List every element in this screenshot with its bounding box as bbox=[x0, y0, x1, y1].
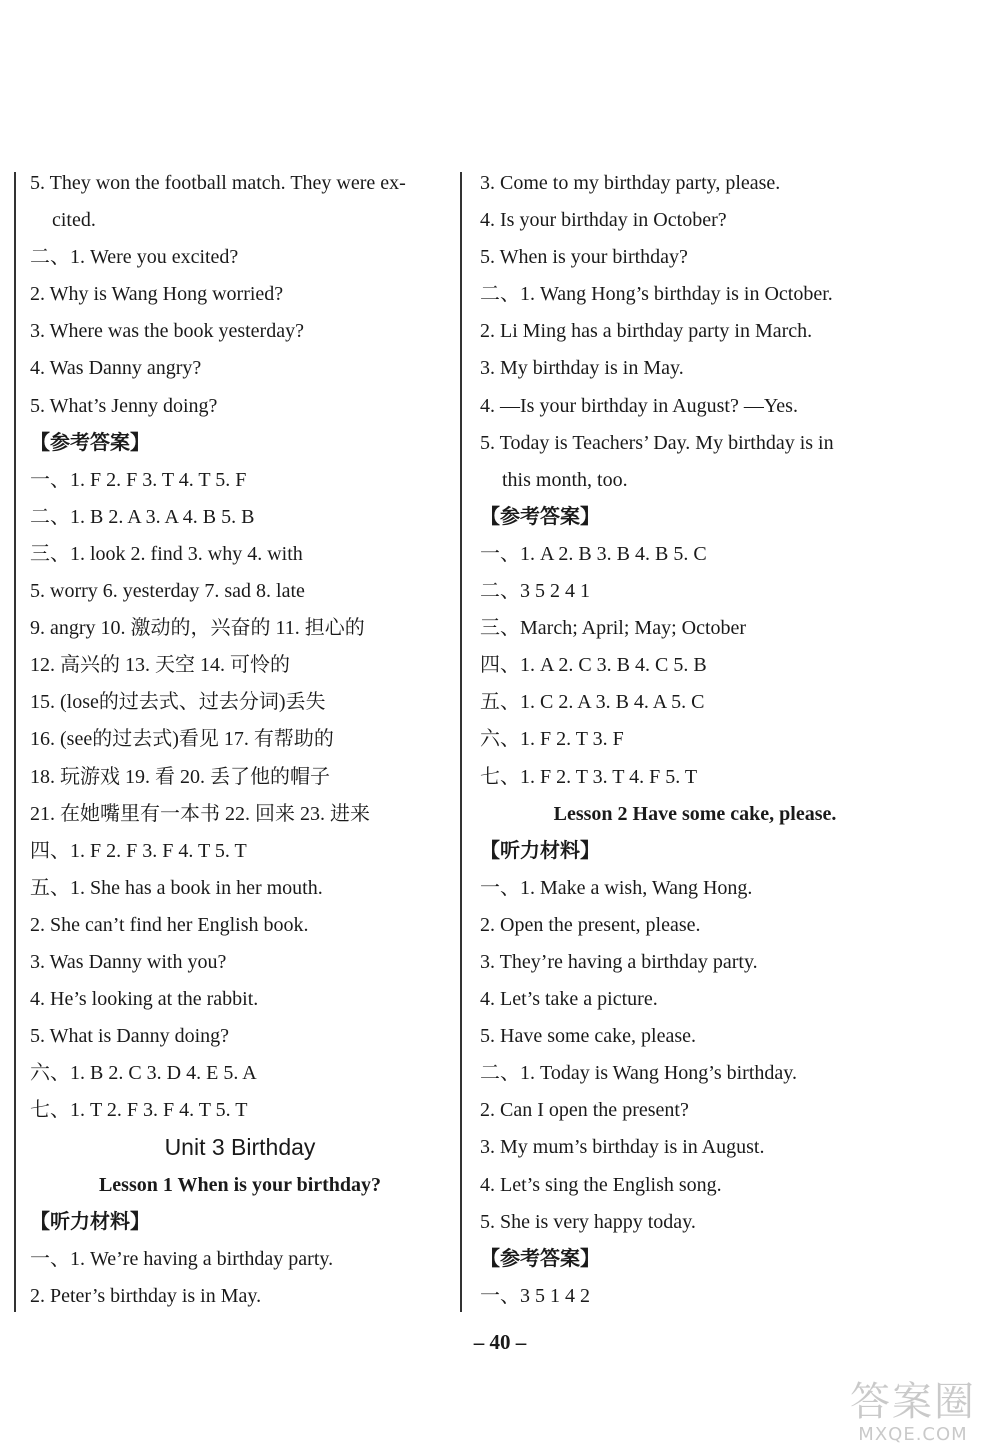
text-line: 六、1. B 2. C 3. D 4. E 5. A bbox=[30, 1062, 257, 1085]
text-line: 三、March; April; May; October bbox=[480, 617, 747, 640]
section-heading: 【参考答案】 bbox=[480, 505, 600, 528]
text-line: 一、3 5 1 4 2 bbox=[480, 1284, 590, 1307]
text-line: 二、1. Wang Hong’s birthday is in October. bbox=[480, 283, 833, 306]
section-heading: 【听力材料】 bbox=[30, 1210, 150, 1233]
unit-title: Unit 3 Birthday bbox=[164, 1134, 316, 1161]
text-line: 2. Why is Wang Hong worried? bbox=[30, 283, 284, 306]
text-line: this month, too. bbox=[502, 468, 628, 491]
text-line: 四、1. A 2. C 3. B 4. C 5. B bbox=[480, 654, 707, 677]
text-line: 二、1. B 2. A 3. A 4. B 5. B bbox=[30, 505, 255, 528]
text-line: 5. What is Danny doing? bbox=[30, 1025, 230, 1048]
text-line: 4. Let’s sing the English song. bbox=[480, 1173, 722, 1196]
text-line: cited. bbox=[52, 209, 96, 232]
text-line: 七、1. T 2. F 3. F 4. T 5. T bbox=[30, 1099, 248, 1122]
text-line: 五、1. She has a book in her mouth. bbox=[30, 876, 323, 899]
lesson-title: Lesson 2 Have some cake, please. bbox=[553, 802, 837, 825]
text-line: 2. Open the present, please. bbox=[480, 913, 701, 936]
left-column bbox=[30, 165, 450, 1315]
text-line: 五、1. C 2. A 3. B 4. A 5. C bbox=[480, 691, 705, 714]
lesson-title: Lesson 1 When is your birthday? bbox=[98, 1173, 382, 1196]
text-line: 5. When is your birthday? bbox=[480, 246, 688, 269]
text-line: 2. Li Ming has a birthday party in March. bbox=[480, 320, 813, 343]
text-line: 3. My mum’s birthday is in August. bbox=[480, 1136, 765, 1159]
text-line: 3. Come to my birthday party, please. bbox=[480, 172, 781, 194]
text-line: 2. Peter’s birthday is in May. bbox=[30, 1284, 262, 1307]
text-line: 3. They’re having a birthday party. bbox=[480, 950, 758, 973]
section-heading: 【参考答案】 bbox=[30, 431, 150, 454]
text-line: 一、1. A 2. B 3. B 4. B 5. C bbox=[480, 542, 707, 565]
text-line: 2. She can’t find her English book. bbox=[30, 913, 309, 936]
text-line: 3. Was Danny with you? bbox=[30, 950, 227, 973]
text-line: 二、3 5 2 4 1 bbox=[480, 580, 590, 603]
text-line: 16. (see的过去式)看见 17. 有帮助的 bbox=[30, 728, 334, 751]
text-line: 5. worry 6. yesterday 7. sad 8. late bbox=[30, 580, 305, 603]
text-line: 3. Where was the book yesterday? bbox=[30, 320, 304, 343]
left-column-rule bbox=[14, 172, 16, 1312]
text-line: 5. They won the football match. They were ex- bbox=[30, 172, 406, 194]
text-line: 12. 高兴的 13. 天空 14. 可怜的 bbox=[30, 654, 290, 677]
text-line: 一、1. F 2. F 3. T 4. T 5. F bbox=[30, 468, 247, 491]
watermark-logo bbox=[838, 1380, 988, 1446]
text-line: 5. Have some cake, please. bbox=[480, 1025, 697, 1048]
text-line: 三、1. look 2. find 3. why 4. with bbox=[30, 542, 303, 565]
watermark-text: 答案圈 bbox=[850, 1379, 976, 1425]
text-line: 2. Can I open the present? bbox=[480, 1099, 689, 1122]
section-heading: 【听力材料】 bbox=[480, 839, 600, 862]
text-line: 5. Today is Teachers’ Day. My birthday is in bbox=[480, 431, 834, 454]
section-heading: 【参考答案】 bbox=[480, 1247, 600, 1270]
text-line: 一、1. We’re having a birthday party. bbox=[30, 1247, 334, 1270]
text-line: 4. He’s looking at the rabbit. bbox=[30, 988, 259, 1011]
text-line: 15. (lose的过去式、过去分词)丢失 bbox=[30, 691, 326, 714]
text-line: 4. Was Danny angry? bbox=[30, 357, 202, 380]
text-line: 18. 玩游戏 19. 看 20. 丢了他的帽子 bbox=[30, 765, 330, 788]
text-line: 七、1. F 2. T 3. T 4. F 5. T bbox=[480, 765, 698, 788]
text-line: 5. What’s Jenny doing? bbox=[30, 394, 218, 417]
text-line: 4. Let’s take a picture. bbox=[480, 988, 658, 1011]
text-line: 六、1. F 2. T 3. F bbox=[480, 728, 624, 751]
text-line: 二、1. Were you excited? bbox=[30, 246, 239, 269]
text-line: 9. angry 10. 激动的，兴奋的 11. 担心的 bbox=[30, 617, 365, 640]
watermark-url: MXQE.COM bbox=[858, 1424, 968, 1445]
right-column bbox=[480, 165, 910, 1315]
page-number: – 40 – bbox=[473, 1330, 527, 1354]
text-line: 二、1. Today is Wang Hong’s birthday. bbox=[480, 1062, 797, 1085]
text-line: 3. My birthday is in May. bbox=[480, 357, 684, 380]
text-line: 四、1. F 2. F 3. F 4. T 5. T bbox=[30, 839, 247, 862]
text-line: 4. Is your birthday in October? bbox=[480, 209, 727, 232]
text-line: 5. She is very happy today. bbox=[480, 1210, 696, 1233]
text-line: 4. —Is your birthday in August? —Yes. bbox=[480, 394, 798, 417]
center-column-rule bbox=[460, 172, 462, 1312]
text-line: 一、1. Make a wish, Wang Hong. bbox=[480, 876, 753, 899]
text-line: 21. 在她嘴里有一本书 22. 回来 23. 进来 bbox=[30, 802, 370, 825]
